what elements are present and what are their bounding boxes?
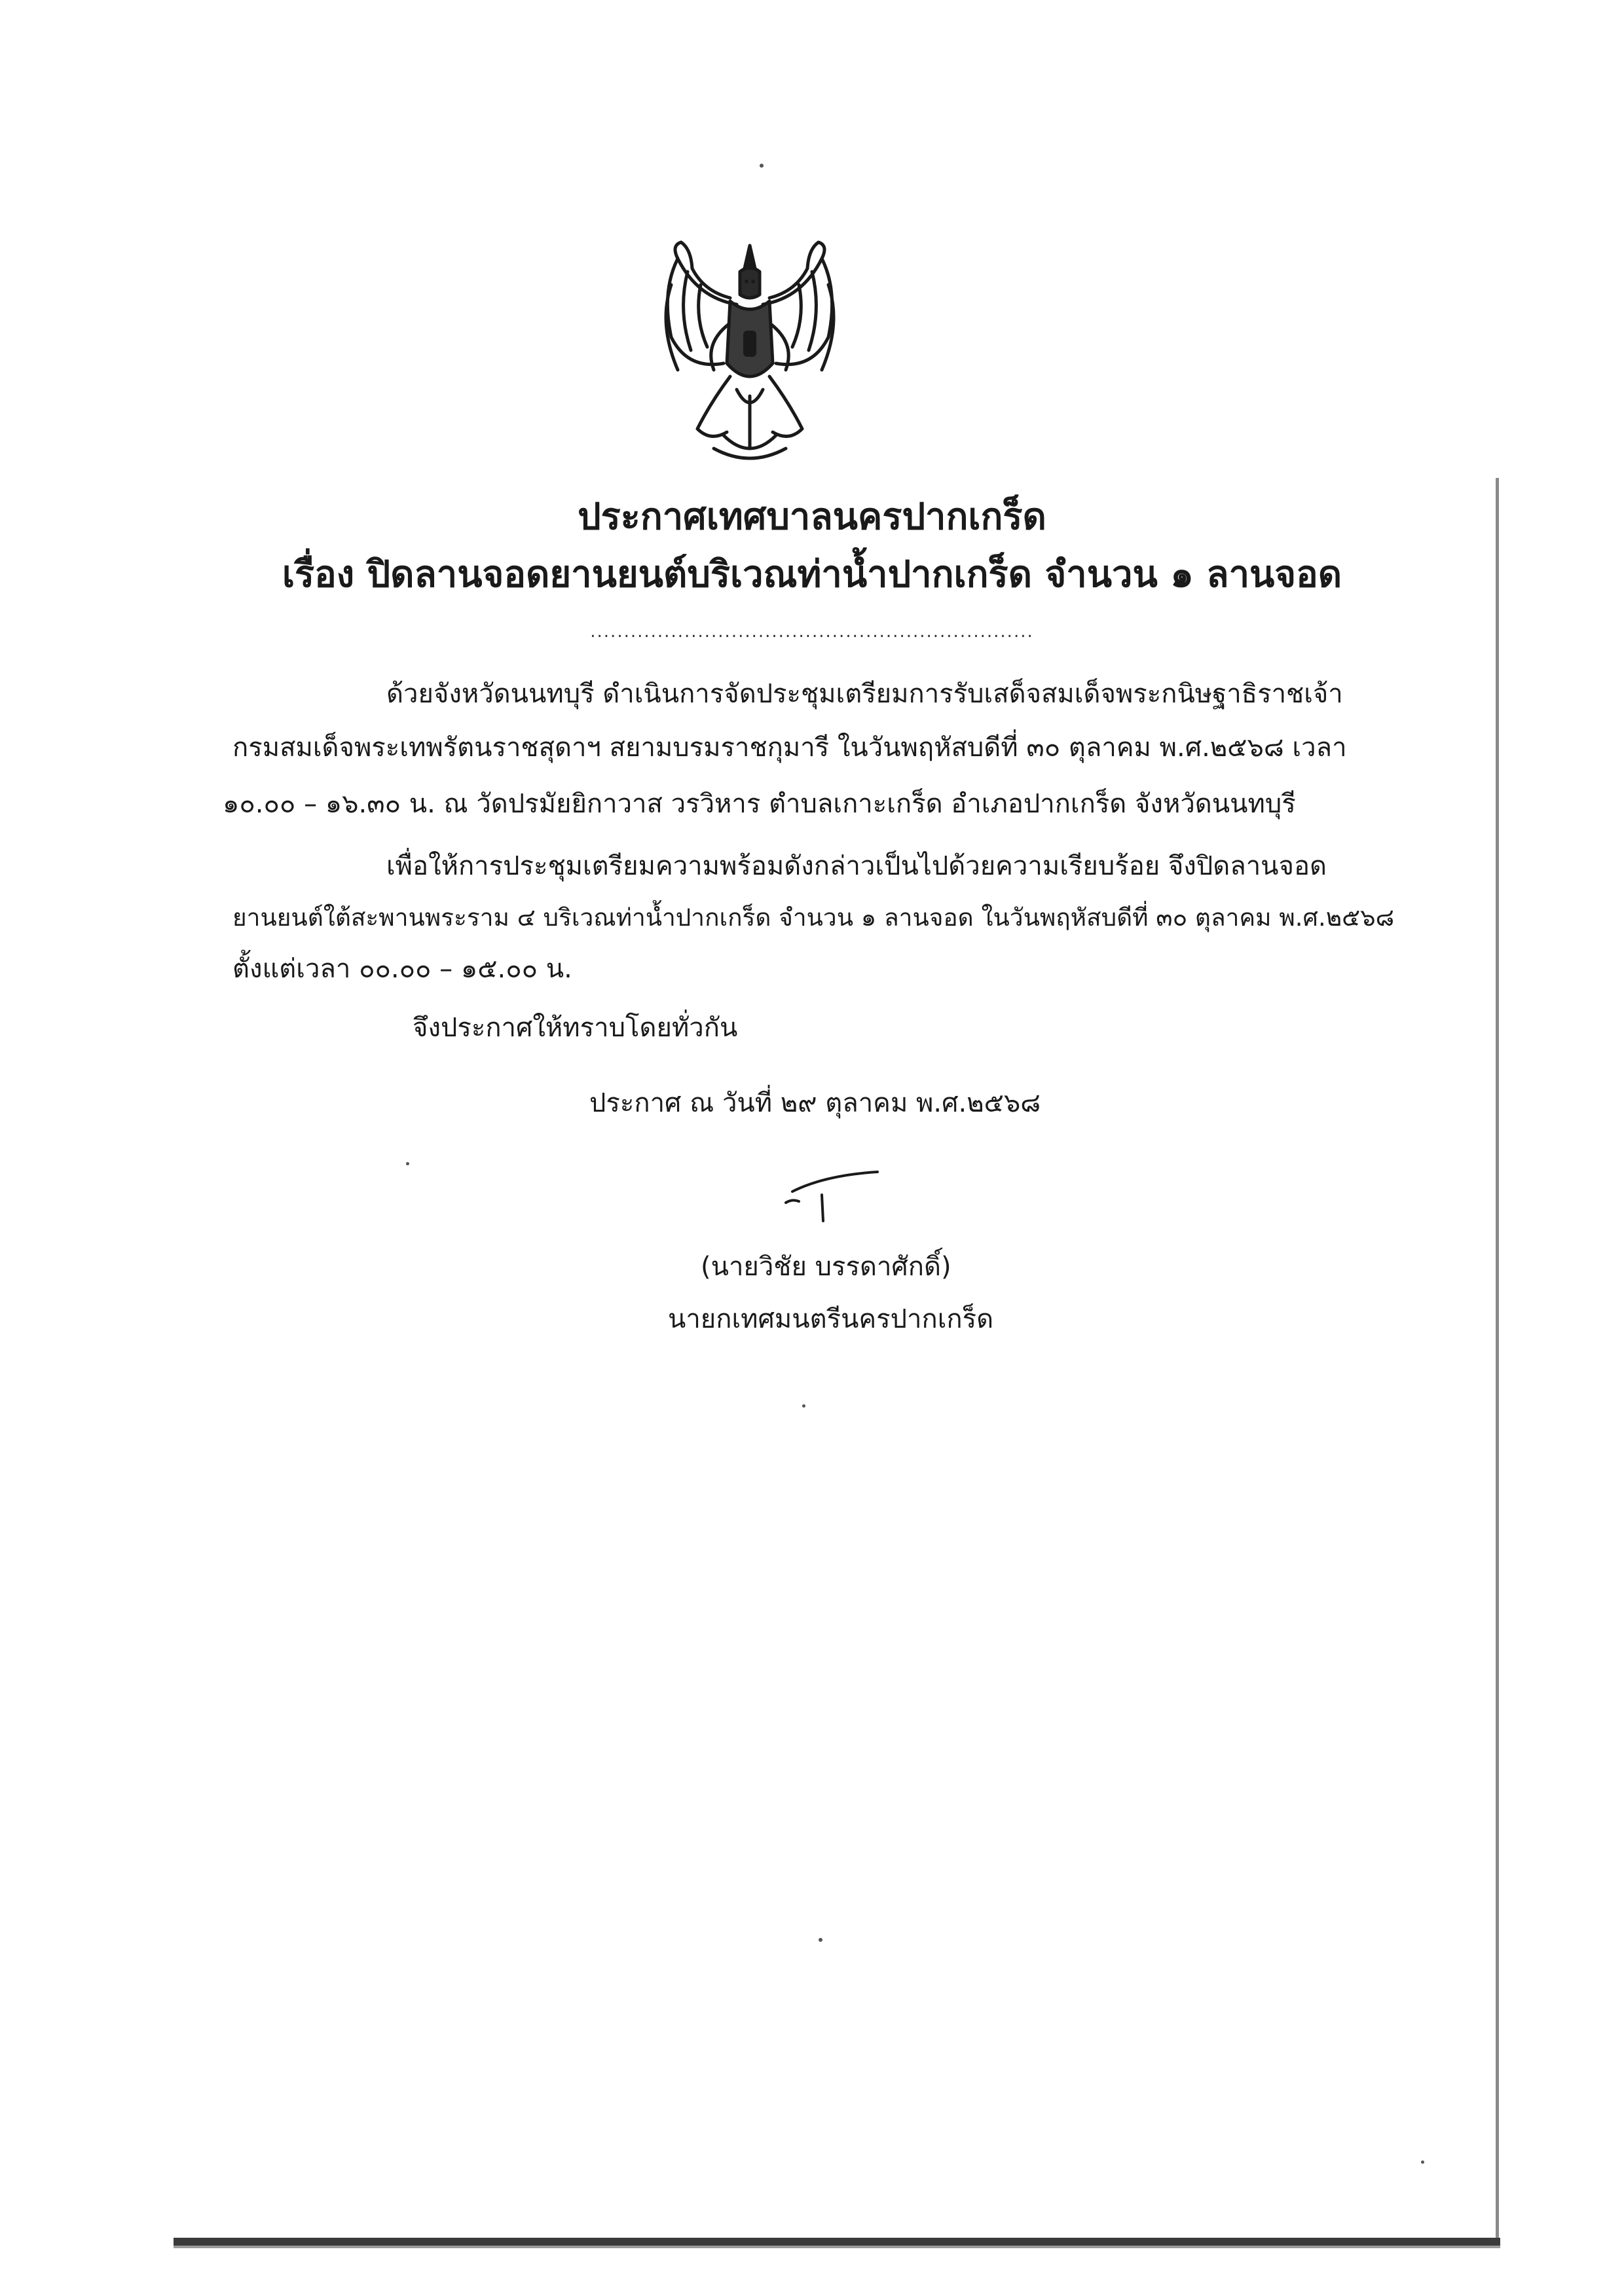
title-separator: .................................................................. bbox=[590, 622, 1034, 642]
signatory-title: นายกเทศมนตรีนครปากเกร็ด bbox=[668, 1304, 994, 1334]
garuda-emblem-icon bbox=[652, 232, 848, 468]
paragraph2-line3: ตั้งแต่เวลา ๐๐.๐๐ – ๑๕.๐๐ น. bbox=[232, 954, 572, 984]
scan-speck bbox=[760, 164, 764, 168]
closing-statement: จึงประกาศให้ทราบโดยทั่วกัน bbox=[413, 1013, 738, 1043]
signature-icon bbox=[773, 1156, 891, 1234]
announcement-title: ประกาศเทศบาลนครปากเกร็ด bbox=[578, 496, 1046, 538]
paragraph1-line1: ด้วยจังหวัดนนทบุรี ดำเนินการจัดประชุมเตรียมการรับเสด็จสมเด็จพระกนิษฐาธิราชเจ้า bbox=[386, 679, 1343, 709]
scan-edge-right bbox=[1496, 478, 1499, 2246]
scan-speck bbox=[1421, 2160, 1424, 2164]
paragraph2-line1: เพื่อให้การประชุมเตรียมความพร้อมดังกล่าวเป็นไปด้วยความเรียบร้อย จึงปิดลานจอด bbox=[386, 851, 1327, 881]
scan-speck bbox=[819, 1938, 822, 1942]
paragraph1-line3: ๑๐.๐๐ – ๑๖.๓๐ น. ณ วัดปรมัยยิกาวาส วรวิหาร ตำบลเกาะเกร็ด อำเภอปากเกร็ด จังหวัดนนทบุรี bbox=[223, 789, 1296, 819]
scan-speck bbox=[406, 1162, 409, 1165]
scan-speck bbox=[802, 1404, 805, 1408]
paragraph1-line2: กรมสมเด็จพระเทพรัตนราชสุดาฯ สยามบรมราชกุมารี ในวันพฤหัสบดีที่ ๓๐ ตุลาคม พ.ศ.๒๕๖๘ เวลา bbox=[232, 733, 1347, 763]
announcement-subject: เรื่อง ปิดลานจอดยานยนต์บริเวณท่าน้ำปากเกร็ด จำนวน ๑ ลานจอด bbox=[282, 553, 1342, 596]
announcement-date: ประกาศ ณ วันที่ ๒๙ ตุลาคม พ.ศ.๒๕๖๘ bbox=[589, 1088, 1041, 1118]
scan-edge-bottom bbox=[174, 2238, 1500, 2246]
paragraph2-line2: ยานยนต์ใต้สะพานพระราม ๔ บริเวณท่าน้ำปากเกร็ด จำนวน ๑ ลานจอด ในวันพฤหัสบดีที่ ๓๐ ตุลาคม พ.ศ.๒๕๖๘ bbox=[232, 903, 1395, 932]
signatory-name: (นายวิชัย บรรดาศักดิ์) bbox=[701, 1252, 951, 1282]
scan-edge-bottom-shadow bbox=[174, 2246, 1500, 2248]
